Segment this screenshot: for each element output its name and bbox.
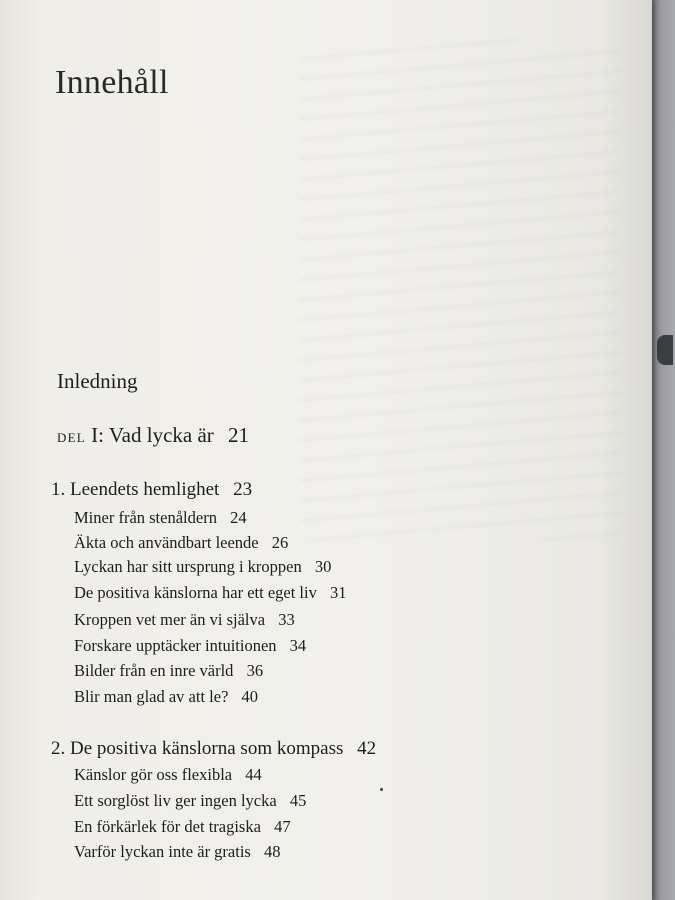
section-page: 30 xyxy=(314,557,332,576)
section-entry xyxy=(74,791,306,811)
section-title: Forskare upptäcker intuitionen xyxy=(74,636,277,655)
section-page: 47 xyxy=(274,817,291,836)
section-entry xyxy=(74,557,331,577)
section-title: Äkta och användbart leende xyxy=(74,533,259,552)
section-title: De positiva känslorna har ett eget liv xyxy=(74,583,317,602)
chapter-title: 2. De positiva känslorna som kompass xyxy=(51,738,344,759)
section-entry xyxy=(74,636,306,656)
section-title: Varför lyckan inte är gratis xyxy=(74,842,251,861)
section-entry xyxy=(74,687,258,707)
section-title: Blir man glad av att le? xyxy=(74,687,229,706)
section-entry xyxy=(74,842,280,862)
section-entry xyxy=(74,661,263,681)
chapter-page: 42 xyxy=(357,738,377,759)
section-page: 26 xyxy=(271,533,289,552)
section-entry xyxy=(74,610,295,630)
part-entry xyxy=(57,423,249,448)
section-entry xyxy=(74,817,291,837)
section-title: Känslor gör oss flexibla xyxy=(74,765,233,784)
section-page: 36 xyxy=(246,661,264,680)
binding-clip xyxy=(657,335,673,365)
section-page: 44 xyxy=(245,765,262,784)
chapter-entry xyxy=(51,479,252,501)
intro-entry xyxy=(57,369,137,394)
section-page: 40 xyxy=(241,687,259,706)
section-page: 48 xyxy=(263,842,281,861)
section-title: Bilder från en inre värld xyxy=(74,661,234,680)
section-title: Kroppen vet mer än vi själva xyxy=(74,610,266,629)
section-page: 33 xyxy=(278,610,295,629)
page-title: Innehåll xyxy=(55,64,169,101)
section-title: Miner från stenåldern xyxy=(74,508,217,527)
chapter-title: 1. Leendets hemlighet xyxy=(51,479,220,500)
section-page: 31 xyxy=(329,583,347,602)
intro-label: Inledning xyxy=(57,369,138,393)
section-entry xyxy=(74,508,247,528)
part-page: 21 xyxy=(228,423,250,447)
chapter-page: 23 xyxy=(233,479,253,500)
section-title: Ett sorglöst liv ger ingen lycka xyxy=(74,791,277,810)
section-entry xyxy=(74,765,262,785)
part-prefix: DEL xyxy=(57,430,86,445)
section-page: 24 xyxy=(230,508,247,527)
part-title: Vad lycka är xyxy=(108,423,214,447)
part-number: I: xyxy=(91,423,104,447)
book-cover-edge xyxy=(652,0,675,900)
chapter-entry xyxy=(51,738,376,760)
section-entry xyxy=(74,583,346,603)
section-page: 34 xyxy=(289,636,307,655)
section-title: Lyckan har sitt ursprung i kroppen xyxy=(74,557,302,576)
ink-speck xyxy=(380,788,383,791)
section-title: En förkärlek för det tragiska xyxy=(74,817,261,836)
show-through-text xyxy=(300,40,620,540)
section-entry xyxy=(74,533,288,553)
section-page: 45 xyxy=(289,791,307,810)
